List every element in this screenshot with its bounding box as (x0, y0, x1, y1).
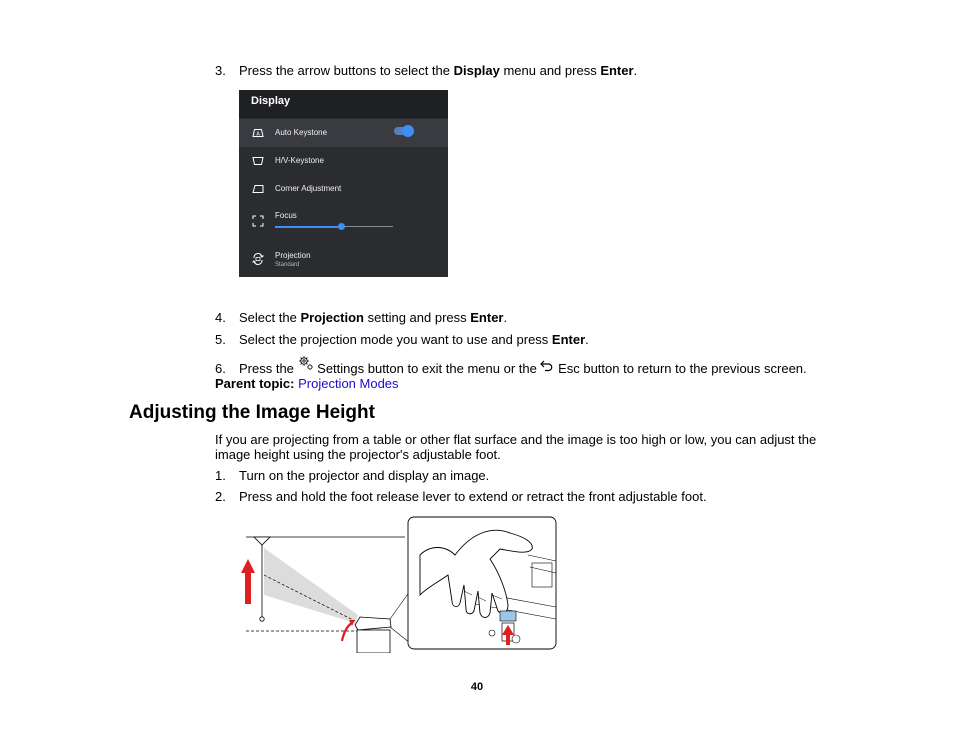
hv-keystone-icon (252, 155, 264, 167)
foot-adjustment-illustration (240, 515, 560, 653)
intro-paragraph: If you are projecting from a table or other flat surface and the image is too high or low, you can adjust the image height using the projector's adjustable foot. (215, 432, 817, 462)
section-title: Adjusting the Image Height (129, 402, 375, 423)
settings-gear-icon (298, 355, 314, 371)
display-menu (239, 90, 448, 277)
step-2: 2. Press and hold the foot release lever to extend or retract the front adjustable foot. (215, 489, 707, 504)
menu-item-auto-keystone[interactable] (239, 119, 448, 147)
corner-adjustment-icon (252, 183, 264, 195)
step-1: 1. Turn on the projector and display an image. (215, 468, 490, 483)
svg-text:A: A (256, 131, 260, 138)
focus-slider-fill (275, 226, 341, 228)
projection-icon (252, 253, 264, 265)
parent-topic (215, 376, 399, 391)
menu-item-sublabel: Standard (275, 262, 300, 268)
up-arrow-icon (241, 559, 255, 604)
step-6: 6. Press the Settings button to exit the menu or the Esc button to return to the previous screen. (215, 355, 807, 377)
parent-topic-label: Parent topic: (215, 376, 295, 391)
menu-item-corner-adjustment[interactable] (239, 175, 448, 203)
menu-item-hv-keystone[interactable] (239, 147, 448, 175)
menu-title: Display (251, 95, 291, 107)
projection-diagram (241, 537, 410, 653)
step-number: 4. (215, 310, 226, 325)
step-3: 3. Press the arrow buttons to select the Display menu and press Enter. (215, 63, 638, 78)
focus-slider[interactable] (275, 226, 393, 227)
menu-item-label: Auto Keystone (275, 128, 328, 137)
step-number: 2. (215, 489, 226, 504)
menu-item-label: Projection (275, 251, 311, 260)
toggle-knob (402, 125, 414, 137)
return-arrow-icon (540, 360, 554, 372)
menu-item-label: H/V-Keystone (275, 156, 324, 165)
focus-icon (252, 215, 264, 227)
step-number: 5. (215, 332, 226, 347)
step-5: 5. Select the projection mode you want to use and press Enter. (215, 332, 589, 347)
menu-item-projection[interactable] (239, 242, 448, 276)
hand-detail-inset (408, 517, 556, 649)
menu-item-label: Corner Adjustment (275, 184, 342, 193)
projection-modes-link[interactable]: Projection Modes (298, 376, 399, 391)
step-number: 1. (215, 468, 226, 483)
step-number: 6. (215, 361, 226, 376)
page-number: 40 (470, 681, 484, 693)
step-4: 4. Select the Projection setting and press Enter. (215, 310, 508, 325)
auto-keystone-icon (252, 127, 264, 139)
focus-slider-thumb[interactable] (338, 223, 345, 230)
auto-keystone-toggle[interactable] (394, 127, 412, 135)
menu-item-focus[interactable] (239, 203, 448, 237)
menu-item-label: Focus (275, 211, 297, 220)
step-number: 3. (215, 63, 226, 78)
